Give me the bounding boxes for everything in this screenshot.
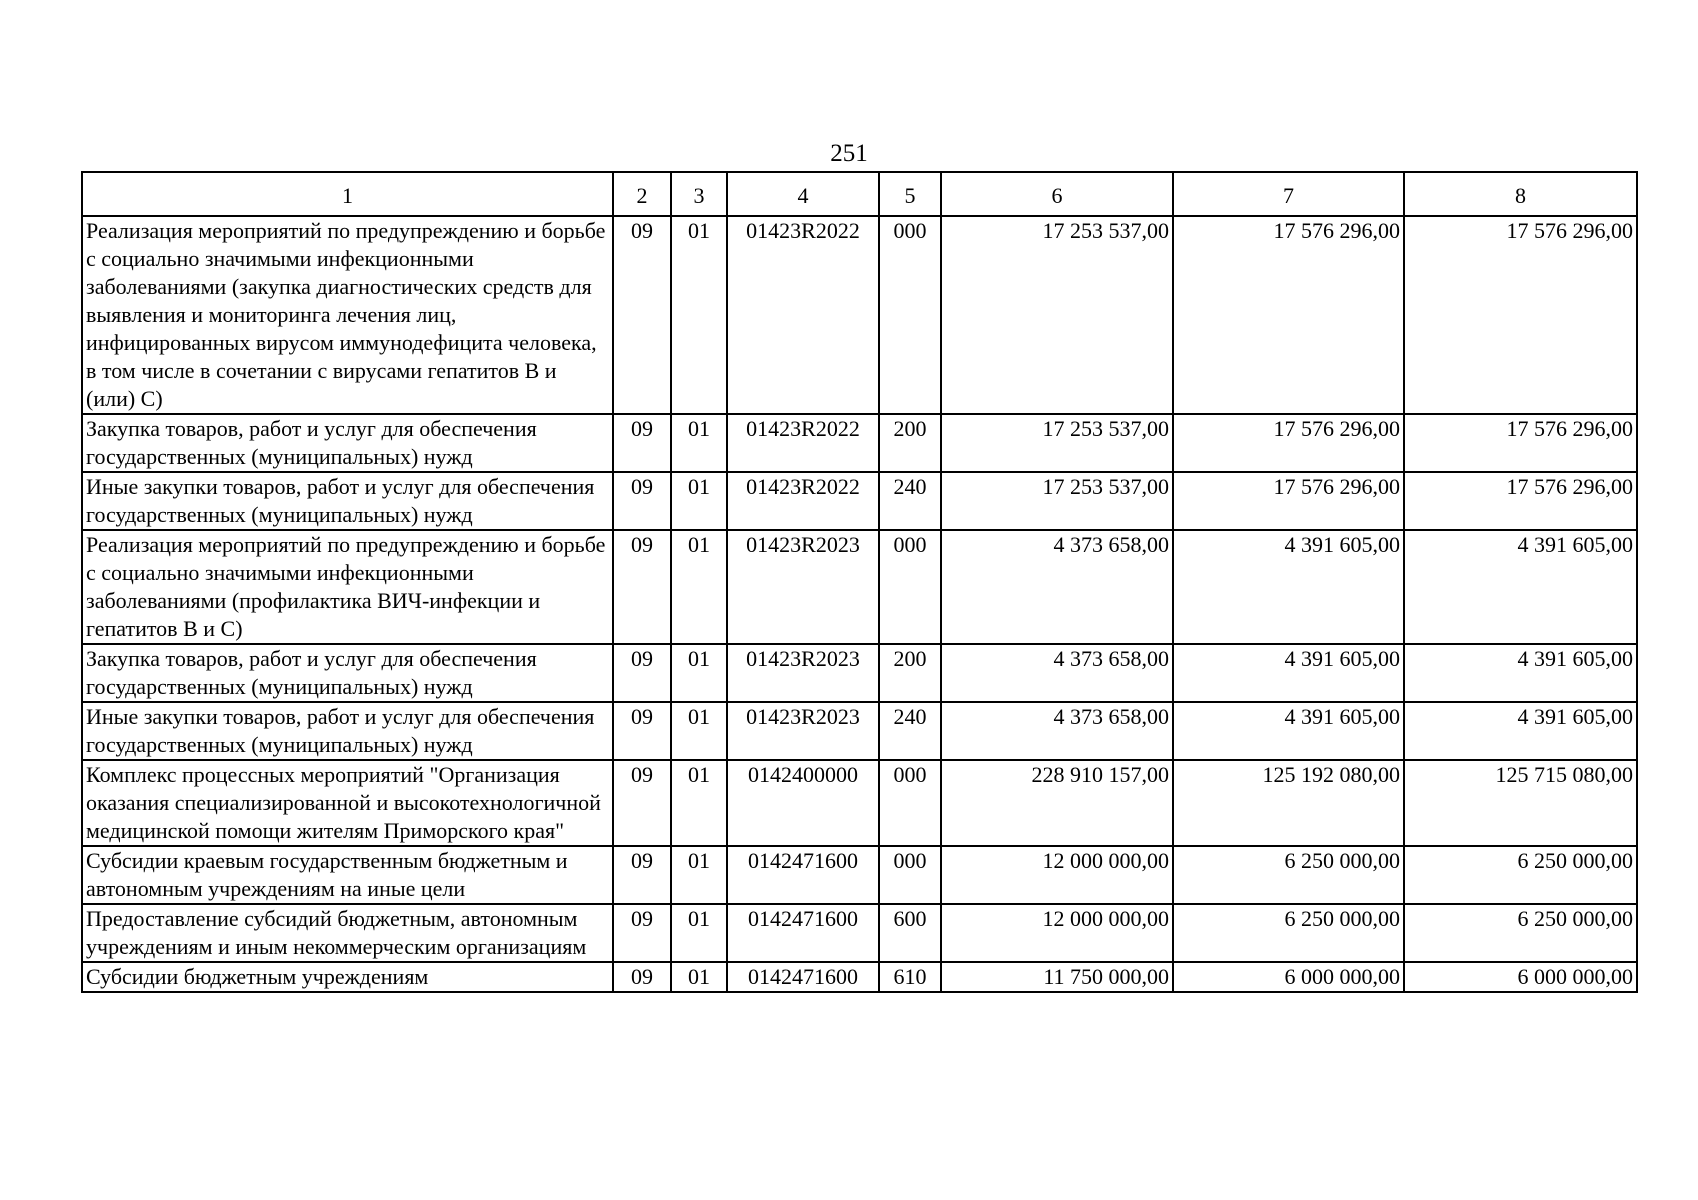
row-section: 09 [613, 760, 671, 846]
table-row [82, 904, 1637, 962]
header-col-6: 6 [941, 172, 1173, 216]
row-amount-col6: 17 253 537,00 [941, 216, 1173, 414]
row-target-code: 01423R2023 [727, 702, 879, 760]
row-amount-col6: 4 373 658,00 [941, 530, 1173, 644]
header-col-2: 2 [613, 172, 671, 216]
row-name: Иные закупки товаров, работ и услуг для обеспечения государственных (муниципальных) нужд [82, 702, 613, 760]
table-row [82, 846, 1637, 904]
row-target-code: 0142471600 [727, 904, 879, 962]
row-amount-col6: 228 910 157,00 [941, 760, 1173, 846]
row-target-code: 0142471600 [727, 962, 879, 992]
row-subsection: 01 [671, 414, 727, 472]
row-subsection: 01 [671, 760, 727, 846]
row-target-code: 01423R2022 [727, 414, 879, 472]
row-name: Реализация мероприятий по предупреждению и борьбе с социально значимыми инфекционными заболеваниями (закупка диагностических средств для выявления и мониторинга лечения лиц, инфицированных вирусом иммунодефицита человека, в том числе в сочетании с вирусами гепатитов В и (или) С) [82, 216, 613, 414]
row-amount-col6: 12 000 000,00 [941, 846, 1173, 904]
row-amount-col7: 6 000 000,00 [1173, 962, 1404, 992]
row-target-code: 0142400000 [727, 760, 879, 846]
row-target-code: 01423R2022 [727, 472, 879, 530]
header-col-8: 8 [1404, 172, 1637, 216]
row-amount-col7: 4 391 605,00 [1173, 644, 1404, 702]
page-number: 251 [830, 140, 868, 167]
header-col-5: 5 [879, 172, 941, 216]
row-name: Субсидии бюджетным учреждениям [82, 962, 613, 992]
row-amount-col7: 6 250 000,00 [1173, 904, 1404, 962]
row-name: Закупка товаров, работ и услуг для обеспечения государственных (муниципальных) нужд [82, 644, 613, 702]
row-section: 09 [613, 472, 671, 530]
row-amount-col8: 4 391 605,00 [1404, 644, 1637, 702]
budget-table [81, 171, 1638, 993]
table-row [82, 702, 1637, 760]
row-amount-col7: 4 391 605,00 [1173, 530, 1404, 644]
row-amount-col8: 17 576 296,00 [1404, 216, 1637, 414]
row-amount-col6: 17 253 537,00 [941, 414, 1173, 472]
row-amount-col7: 6 250 000,00 [1173, 846, 1404, 904]
row-section: 09 [613, 846, 671, 904]
row-amount-col8: 6 250 000,00 [1404, 904, 1637, 962]
row-subsection: 01 [671, 702, 727, 760]
row-expense-type: 240 [879, 702, 941, 760]
row-section: 09 [613, 904, 671, 962]
row-subsection: 01 [671, 962, 727, 992]
table-row [82, 216, 1637, 414]
row-expense-type: 240 [879, 472, 941, 530]
row-expense-type: 000 [879, 216, 941, 414]
row-name: Комплекс процессных мероприятий "Организация оказания специализированной и высокотехнологичной медицинской помощи жителям Приморского края" [82, 760, 613, 846]
row-amount-col8: 125 715 080,00 [1404, 760, 1637, 846]
row-amount-col8: 4 391 605,00 [1404, 530, 1637, 644]
row-expense-type: 000 [879, 846, 941, 904]
row-section: 09 [613, 530, 671, 644]
row-subsection: 01 [671, 846, 727, 904]
row-section: 09 [613, 962, 671, 992]
row-amount-col6: 12 000 000,00 [941, 904, 1173, 962]
row-subsection: 01 [671, 472, 727, 530]
row-amount-col6: 17 253 537,00 [941, 472, 1173, 530]
row-name: Иные закупки товаров, работ и услуг для обеспечения государственных (муниципальных) нужд [82, 472, 613, 530]
table-row [82, 414, 1637, 472]
row-name: Реализация мероприятий по предупреждению и борьбе с социально значимыми инфекционными заболеваниями (профилактика ВИЧ-инфекции и гепатитов В и С) [82, 530, 613, 644]
row-subsection: 01 [671, 530, 727, 644]
header-row [82, 172, 1637, 216]
row-target-code: 01423R2023 [727, 530, 879, 644]
table-row [82, 760, 1637, 846]
row-amount-col6: 11 750 000,00 [941, 962, 1173, 992]
row-amount-col7: 4 391 605,00 [1173, 702, 1404, 760]
table-row [82, 472, 1637, 530]
header-col-4: 4 [727, 172, 879, 216]
row-name: Субсидии краевым государственным бюджетным и автономным учреждениям на иные цели [82, 846, 613, 904]
row-amount-col8: 6 000 000,00 [1404, 962, 1637, 992]
row-section: 09 [613, 644, 671, 702]
row-subsection: 01 [671, 904, 727, 962]
row-section: 09 [613, 702, 671, 760]
row-amount-col8: 17 576 296,00 [1404, 472, 1637, 530]
header-col-1: 1 [82, 172, 613, 216]
row-target-code: 01423R2022 [727, 216, 879, 414]
header-col-7: 7 [1173, 172, 1404, 216]
row-amount-col8: 17 576 296,00 [1404, 414, 1637, 472]
row-expense-type: 610 [879, 962, 941, 992]
row-expense-type: 000 [879, 530, 941, 644]
row-section: 09 [613, 414, 671, 472]
row-amount-col6: 4 373 658,00 [941, 644, 1173, 702]
row-target-code: 0142471600 [727, 846, 879, 904]
row-name: Закупка товаров, работ и услуг для обеспечения государственных (муниципальных) нужд [82, 414, 613, 472]
table-row [82, 644, 1637, 702]
row-amount-col7: 17 576 296,00 [1173, 414, 1404, 472]
table-row [82, 530, 1637, 644]
row-amount-col8: 4 391 605,00 [1404, 702, 1637, 760]
row-expense-type: 200 [879, 414, 941, 472]
row-amount-col8: 6 250 000,00 [1404, 846, 1637, 904]
row-section: 09 [613, 216, 671, 414]
row-subsection: 01 [671, 644, 727, 702]
row-subsection: 01 [671, 216, 727, 414]
header-col-3: 3 [671, 172, 727, 216]
row-amount-col7: 17 576 296,00 [1173, 472, 1404, 530]
row-amount-col7: 125 192 080,00 [1173, 760, 1404, 846]
row-expense-type: 200 [879, 644, 941, 702]
row-amount-col6: 4 373 658,00 [941, 702, 1173, 760]
row-name: Предоставление субсидий бюджетным, автономным учреждениям и иным некоммерческим организациям [82, 904, 613, 962]
table-row [82, 962, 1637, 992]
row-expense-type: 600 [879, 904, 941, 962]
row-expense-type: 000 [879, 760, 941, 846]
row-target-code: 01423R2023 [727, 644, 879, 702]
row-amount-col7: 17 576 296,00 [1173, 216, 1404, 414]
